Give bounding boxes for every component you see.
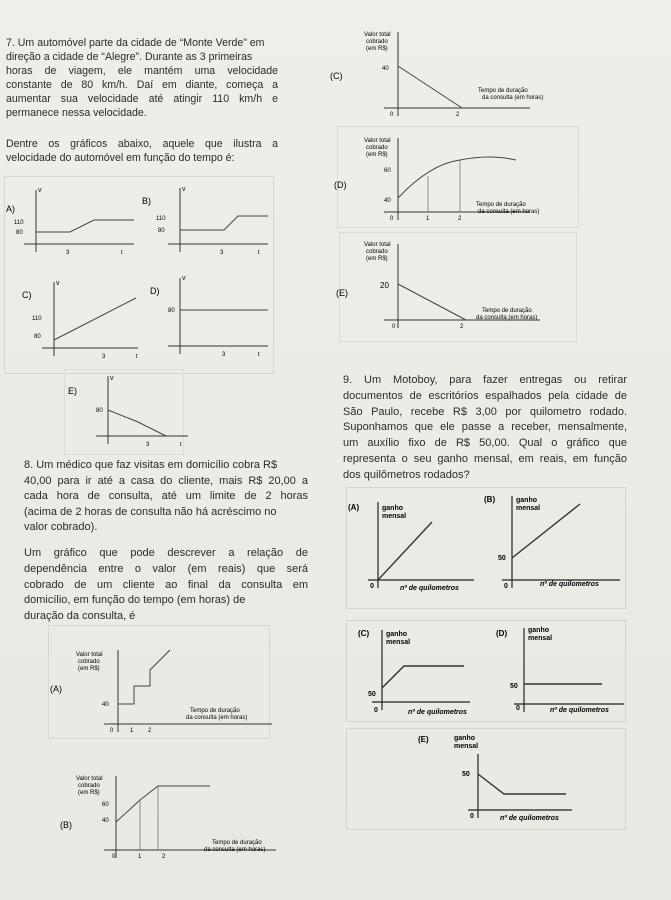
axis-label: v xyxy=(182,275,186,282)
y-label: ganho xyxy=(382,505,403,512)
q9-graph-letter: (E) xyxy=(418,735,429,744)
curve xyxy=(512,504,580,558)
x-label: Tempo de duração xyxy=(190,708,240,714)
q7-paragraph-2 xyxy=(6,138,278,166)
q8-graph-letter: (B) xyxy=(60,820,72,830)
origin: 0 xyxy=(504,583,508,590)
curve xyxy=(118,650,170,704)
q7-line: constante de 80 km/h. Daí em diante, começa a xyxy=(6,78,278,91)
q8-line: dependência entre o valor (em reais) que será xyxy=(24,562,308,575)
x-label: Tempo de duração xyxy=(476,202,526,208)
y-label: Valor total xyxy=(364,32,391,38)
axis-label: v xyxy=(38,187,42,194)
q7-line: Dentre os gráficos abaixo, aquele que ilustra a xyxy=(6,138,278,150)
q8-line: (acima de 2 horas de consulta não há acréscimo no xyxy=(24,505,277,518)
y-label: ganho xyxy=(516,497,537,504)
y-label: cobrado xyxy=(78,783,100,789)
x-label: da consulta (em horas) xyxy=(482,95,544,101)
y-tick: 80 xyxy=(168,308,175,314)
q9-graph-letter: (D) xyxy=(496,629,508,638)
q8-graph-letter: (E) xyxy=(336,288,348,298)
q8-graph-letter: (C) xyxy=(330,71,343,81)
q9-graph-d xyxy=(484,626,624,720)
q7-graph-letter: C) xyxy=(22,290,32,300)
x-label: nº de quilometros xyxy=(540,581,599,588)
x-label: da consulta (em horas) xyxy=(478,209,540,215)
q7-line: velocidade do automóvel em função do tempo é: xyxy=(6,151,235,164)
q7-graph-b xyxy=(140,182,272,262)
y-tick: 40 xyxy=(102,702,109,708)
y-label: mensal xyxy=(454,743,479,750)
curve xyxy=(398,157,516,198)
y-label: ganho xyxy=(528,627,549,634)
y-tick: 50 xyxy=(368,691,376,698)
q7-graph-e xyxy=(66,370,190,452)
x-tick: 3 xyxy=(220,250,224,256)
y-tick: 110 xyxy=(14,220,24,226)
x-tick: 0 xyxy=(112,854,116,860)
y-tick: 110 xyxy=(156,216,166,222)
y-tick: 80 xyxy=(16,230,23,236)
curve xyxy=(180,216,268,230)
origin: 0 xyxy=(516,705,520,712)
x-label: Tempo de duração xyxy=(212,840,262,846)
y-tick: 50 xyxy=(510,683,518,690)
q8-line: cobrado de um cliente ao final da consulta em xyxy=(24,578,308,591)
y-tick: 40 xyxy=(382,66,389,72)
q7-graph-a xyxy=(6,182,138,262)
y-label: (em R$) xyxy=(78,666,100,672)
y-tick: 60 xyxy=(384,168,391,174)
q7-line: permanece nessa velocidade. xyxy=(6,106,147,119)
q9-graph-letter: (C) xyxy=(358,629,370,638)
q8-paragraph-1 xyxy=(24,458,308,536)
q8-graph-letter: (A) xyxy=(50,684,62,694)
q8-line: 8. Um médico que faz visitas em domicílio cobra R$ xyxy=(24,459,278,471)
x-tick: 2 xyxy=(162,854,166,860)
q9-paragraph xyxy=(343,373,627,484)
q8-graph-c xyxy=(330,26,570,122)
q7-graph-letter: D) xyxy=(150,286,160,296)
y-label: (em R$) xyxy=(366,256,388,262)
q7-graph-letter: E) xyxy=(68,386,77,396)
y-label: cobrado xyxy=(366,145,388,151)
x-tick: t xyxy=(121,250,123,256)
q7-graph-letter: A) xyxy=(6,204,15,214)
q8-paragraph-2 xyxy=(24,546,308,625)
q9-line: Suponhamos que ele passe a receber, mensalmente, xyxy=(343,421,627,434)
x-tick: t xyxy=(136,354,138,360)
y-label: mensal xyxy=(386,639,411,646)
q9-line: dos quilômetros rodados? xyxy=(343,468,470,481)
x-tick: 2 xyxy=(460,324,464,330)
q9-graph-b xyxy=(484,494,624,598)
q8-line: valor cobrado). xyxy=(24,521,98,534)
q8-graph-b xyxy=(56,772,286,862)
x-label: nº de quilometros xyxy=(408,709,467,716)
x-tick: 2 xyxy=(148,728,152,734)
y-tick: 60 xyxy=(102,802,109,808)
y-label: Valor total xyxy=(364,242,391,248)
q8-graph-letter: (D) xyxy=(334,180,347,190)
y-tick: 110 xyxy=(32,316,42,322)
x-tick: 1 xyxy=(138,854,142,860)
q9-graph-e xyxy=(396,732,586,828)
x-tick: t xyxy=(258,250,260,256)
q9-line: São Paulo, recebe R$ 3,00 por quilometro rodado. xyxy=(343,405,627,418)
y-label: ganho xyxy=(454,735,475,742)
x-tick: 1 xyxy=(130,728,134,734)
origin: 0 xyxy=(470,813,474,820)
x-tick: 0 xyxy=(390,112,394,118)
x-tick: 2 xyxy=(458,216,462,222)
y-label: cobrado xyxy=(366,249,388,255)
q8-line: 40,00 para ir até a casa do cliente, mais R$ 20,00 a xyxy=(24,474,308,487)
y-tick: 80 xyxy=(158,228,165,234)
q8-line: cada hora de consulta, até um limite de 2 horas xyxy=(24,490,308,503)
axis-label: v xyxy=(56,280,60,287)
x-tick: 3 xyxy=(146,442,150,448)
q8-line: duração da consulta, é xyxy=(24,610,136,623)
axis-label: v xyxy=(182,186,186,193)
q7-graph-d xyxy=(140,270,272,366)
y-tick: 80 xyxy=(34,334,41,340)
y-tick: 50 xyxy=(498,555,506,562)
q9-line: documentos de escritórios espalhados pela cidade de xyxy=(343,389,627,402)
x-tick: 3 xyxy=(66,250,70,256)
x-label: nº de quilometros xyxy=(400,585,459,592)
q9-graph-letter: (B) xyxy=(484,495,496,504)
x-label: da consulta (em horas) xyxy=(204,847,266,853)
curve xyxy=(36,220,134,232)
y-label: mensal xyxy=(528,635,553,642)
x-tick: t xyxy=(180,442,182,448)
x-label: nº de quilometros xyxy=(550,707,609,714)
x-label: Tempo de duração xyxy=(482,308,532,314)
q7-line: direção a cidade de “Alegre”. Durante as 3 primeiras xyxy=(6,50,253,63)
y-label: cobrado xyxy=(78,659,100,665)
curve xyxy=(116,786,210,822)
curve xyxy=(382,666,464,688)
q9-line: 9. Um Motoboy, para fazer entregas ou retirar xyxy=(343,374,627,386)
q9-graph-letter: (A) xyxy=(348,503,360,512)
origin: 0 xyxy=(374,707,378,714)
y-label: Valor total xyxy=(76,776,103,782)
q7-paragraph-1 xyxy=(6,37,278,120)
y-tick: 40 xyxy=(102,818,109,824)
curve xyxy=(54,298,136,340)
y-label: (em R$) xyxy=(78,790,100,796)
q7-graph-c xyxy=(6,276,138,366)
y-tick: 50 xyxy=(462,771,470,778)
x-tick: 2 xyxy=(456,112,460,118)
x-tick: 3 xyxy=(102,354,106,360)
origin: 0 xyxy=(370,583,374,590)
y-label: (em R$) xyxy=(366,152,388,158)
q8-line: Um gráfico que pode descrever a relação de xyxy=(24,547,308,559)
axis-label: v xyxy=(110,375,114,382)
x-tick: t xyxy=(258,352,260,358)
x-label: da consulta (em horas) xyxy=(476,315,538,321)
y-label: mensal xyxy=(382,513,407,520)
x-tick: 0 xyxy=(392,324,396,330)
q9-line: um auxílio fixo de R$ 50,00. Qual o gráfico que xyxy=(343,437,627,450)
q7-line: horas de viagem, ele mantém uma velocidade xyxy=(6,64,278,77)
y-tick: 80 xyxy=(96,408,103,414)
y-label: Valor total xyxy=(364,138,391,144)
x-label: Tempo de duração xyxy=(478,88,528,94)
q9-graph-a xyxy=(346,494,486,598)
y-label: mensal xyxy=(516,505,541,512)
q8-graph-d xyxy=(330,126,570,226)
y-label: (em R$) xyxy=(366,46,388,52)
q7-graph-letter: B) xyxy=(142,196,151,206)
y-tick: 20 xyxy=(380,281,389,290)
curve xyxy=(398,284,466,320)
q9-graph-c xyxy=(346,626,486,720)
y-label: Valor total xyxy=(76,652,103,658)
y-label: ganho xyxy=(386,631,407,638)
curve xyxy=(108,410,166,436)
x-tick: 1 xyxy=(426,216,430,222)
q8-graph-e xyxy=(330,236,570,340)
x-tick: 0 xyxy=(110,728,114,734)
x-label: nº de quilometros xyxy=(500,815,559,822)
q8-graph-a xyxy=(46,640,276,736)
curve xyxy=(378,522,432,580)
x-tick: 0 xyxy=(390,216,394,222)
q7-line: 7. Um automóvel parte da cidade de “Monte Verde” em xyxy=(6,37,265,49)
x-tick: 3 xyxy=(222,352,226,358)
q8-line: domicílio, em função do tempo (em horas) de xyxy=(24,594,246,607)
q9-line: representa o seu ganho mensal, em reais, em função xyxy=(343,452,627,465)
y-label: cobrado xyxy=(366,39,388,45)
curve xyxy=(398,66,462,108)
q7-line: aumentar sua velocidade até atingir 110 km/h e xyxy=(6,92,278,105)
x-label: da consulta (em horas) xyxy=(186,715,248,721)
curve xyxy=(478,774,566,794)
y-tick: 40 xyxy=(384,198,391,204)
